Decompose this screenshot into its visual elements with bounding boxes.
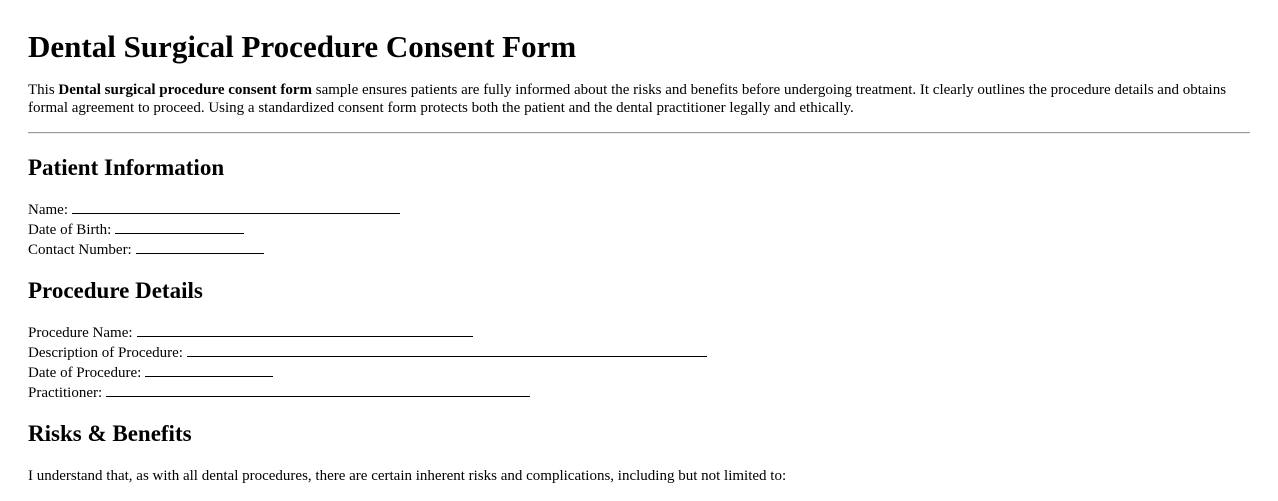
procedure-fields	[28, 322, 1250, 402]
field-contact-number	[28, 239, 1250, 259]
intro-prefix: This	[28, 82, 59, 98]
field-label: Description of Procedure:	[28, 345, 183, 361]
field-procedure-name	[28, 322, 1250, 342]
date-of-birth-blank[interactable]	[115, 219, 244, 234]
page-title: Dental Surgical Procedure Consent Form	[28, 29, 577, 64]
field-name	[28, 199, 1250, 219]
divider	[28, 132, 1250, 134]
field-label: Date of Birth:	[28, 222, 112, 238]
procedure-name-blank[interactable]	[137, 322, 473, 337]
intro-paragraph	[28, 81, 1250, 117]
field-description-of-procedure	[28, 342, 1250, 362]
intro-suffix: sample ensures patients are fully informed about the risks and benefits before undergoing treatment. It clearly outlines the procedure details and obtains formal agreement to proceed. Using a standardized consent form protects both the patient and the dental practitioner legally and ethically.	[28, 82, 1227, 116]
section-heading-procedure-details: Procedure Details	[28, 278, 203, 303]
name-blank[interactable]	[72, 199, 400, 214]
field-label: Contact Number:	[28, 242, 132, 258]
field-label: Name:	[28, 202, 68, 218]
field-date-of-procedure	[28, 362, 1250, 382]
section-heading-risks-benefits: Risks & Benefits	[28, 421, 192, 446]
field-label: Date of Procedure:	[28, 365, 142, 381]
field-practitioner	[28, 382, 1250, 402]
field-label: Procedure Name:	[28, 325, 133, 341]
intro-bold-term: Dental surgical procedure consent form	[58, 82, 313, 98]
risks-paragraph: I understand that, as with all dental procedures, there are certain inherent risks and complications, including but not limited to:	[28, 468, 787, 484]
contact-number-blank[interactable]	[136, 239, 264, 254]
patient-fields	[28, 199, 1250, 259]
practitioner-blank[interactable]	[106, 382, 530, 397]
field-label: Practitioner:	[28, 385, 103, 401]
section-heading-patient-information: Patient Information	[28, 155, 225, 180]
description-blank[interactable]	[187, 342, 707, 357]
date-of-procedure-blank[interactable]	[145, 362, 273, 377]
field-date-of-birth	[28, 219, 1250, 239]
